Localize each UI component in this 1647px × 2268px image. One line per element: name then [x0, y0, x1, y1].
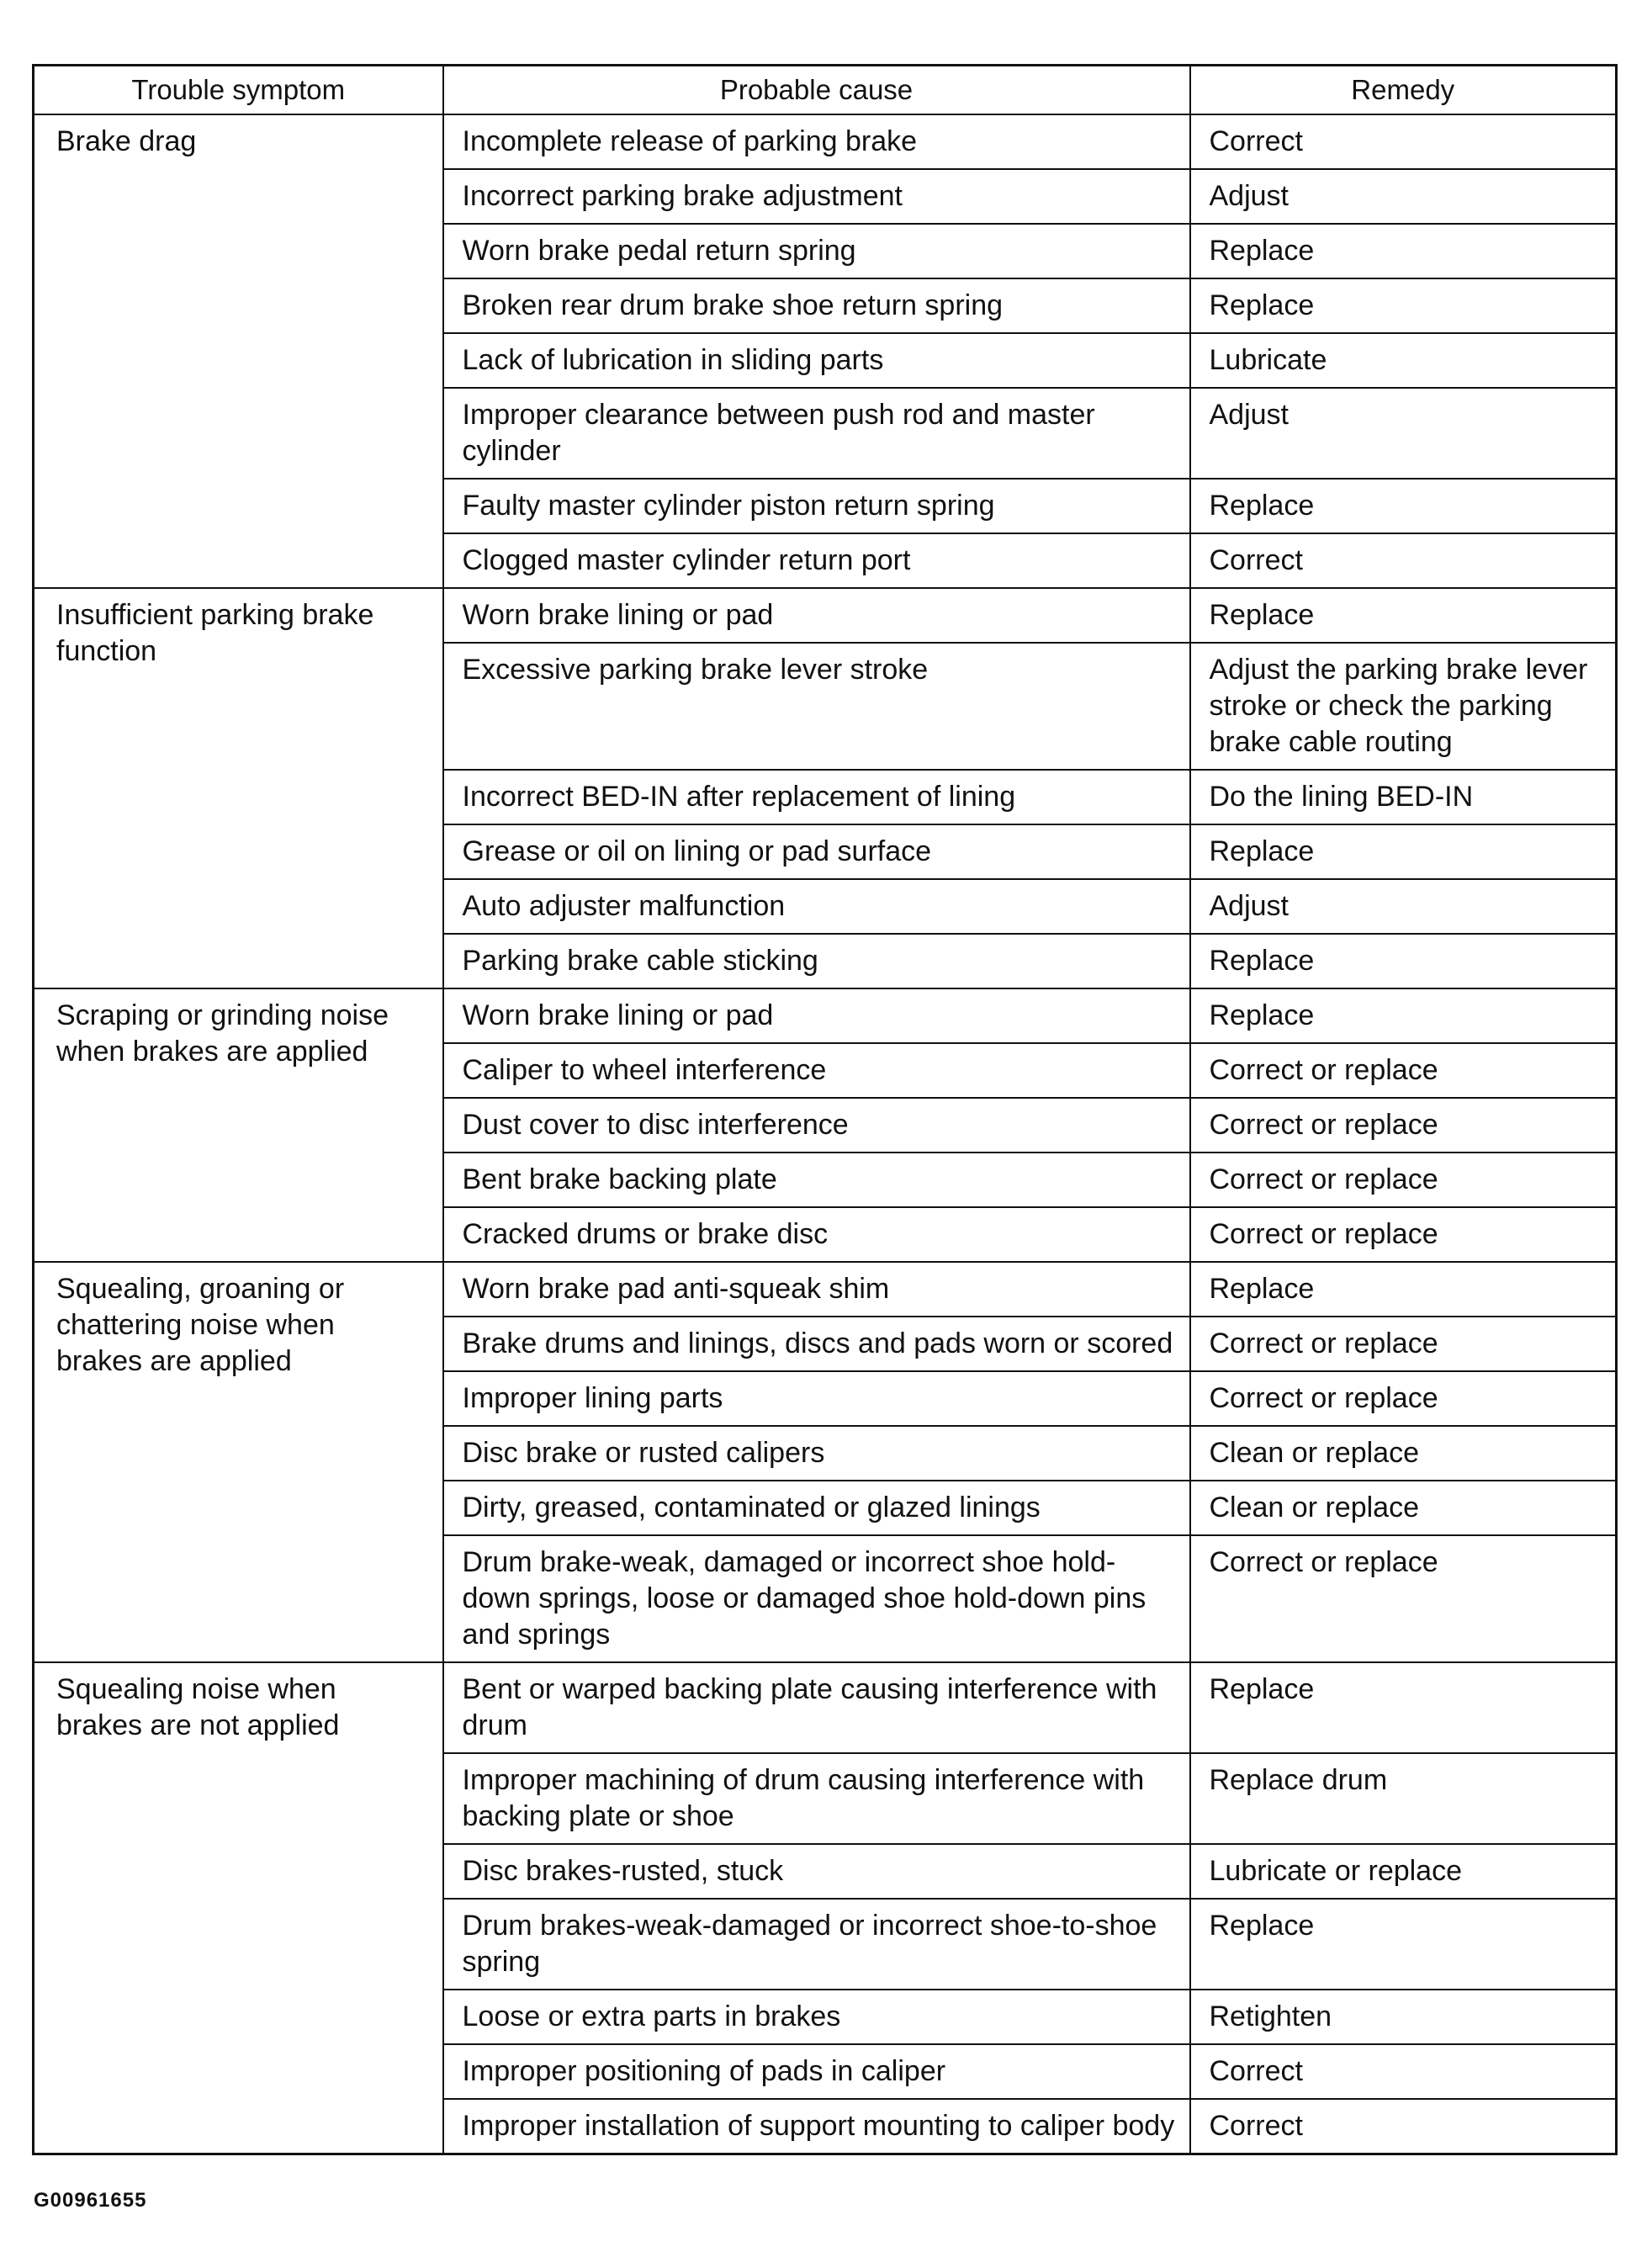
remedy-cell: Correct or replace [1190, 1371, 1617, 1426]
header-trouble-symptom: Trouble symptom [34, 66, 443, 115]
probable-cause-cell: Improper positioning of pads in caliper [443, 2044, 1190, 2099]
probable-cause-cell: Parking brake cable sticking [443, 934, 1190, 988]
header-probable-cause: Probable cause [443, 66, 1190, 115]
probable-cause-cell: Grease or oil on lining or pad surface [443, 824, 1190, 879]
probable-cause-cell: Drum brakes-weak-damaged or incorrect shoe-to-shoe spring [443, 1899, 1190, 1990]
trouble-symptom-cell: Scraping or grinding noise when brakes are applied [34, 988, 443, 1262]
remedy-cell: Replace [1190, 1262, 1617, 1317]
probable-cause-cell: Worn brake pedal return spring [443, 224, 1190, 278]
probable-cause-cell: Worn brake pad anti-squeak shim [443, 1262, 1190, 1317]
remedy-cell: Replace [1190, 988, 1617, 1043]
remedy-cell: Lubricate [1190, 333, 1617, 388]
probable-cause-cell: Bent or warped backing plate causing interference with drum [443, 1662, 1190, 1753]
probable-cause-cell: Incomplete release of parking brake [443, 114, 1190, 169]
remedy-cell: Correct [1190, 533, 1617, 588]
remedy-cell: Do the lining BED-IN [1190, 770, 1617, 824]
table-row [34, 1662, 1617, 1753]
remedy-cell: Correct [1190, 2099, 1617, 2154]
remedy-cell: Retighten [1190, 1990, 1617, 2044]
remedy-cell: Replace [1190, 1662, 1617, 1753]
remedy-cell: Correct or replace [1190, 1043, 1617, 1098]
probable-cause-cell: Drum brake-weak, damaged or incorrect shoe hold-down springs, loose or damaged shoe hold-down pins and springs [443, 1535, 1190, 1662]
probable-cause-cell: Clogged master cylinder return port [443, 533, 1190, 588]
remedy-cell: Replace [1190, 824, 1617, 879]
probable-cause-cell: Disc brake or rusted calipers [443, 1426, 1190, 1481]
probable-cause-cell: Incorrect BED-IN after replacement of lining [443, 770, 1190, 824]
remedy-cell: Clean or replace [1190, 1426, 1617, 1481]
table-body [34, 114, 1617, 2154]
probable-cause-cell: Faulty master cylinder piston return spring [443, 479, 1190, 533]
probable-cause-cell: Auto adjuster malfunction [443, 879, 1190, 934]
remedy-cell: Adjust [1190, 388, 1617, 479]
troubleshooting-table [32, 64, 1618, 2155]
header-remedy: Remedy [1190, 66, 1617, 115]
table-row [34, 114, 1617, 169]
remedy-cell: Replace [1190, 224, 1617, 278]
table-header [34, 66, 1617, 115]
probable-cause-cell: Bent brake backing plate [443, 1153, 1190, 1207]
remedy-cell: Clean or replace [1190, 1481, 1617, 1535]
probable-cause-cell: Improper installation of support mounting to caliper body [443, 2099, 1190, 2154]
remedy-cell: Correct [1190, 114, 1617, 169]
probable-cause-cell: Improper lining parts [443, 1371, 1190, 1426]
troubleshooting-document [32, 64, 1615, 2155]
remedy-cell: Adjust [1190, 169, 1617, 224]
probable-cause-cell: Improper machining of drum causing interference with backing plate or shoe [443, 1753, 1190, 1844]
trouble-symptom-cell: Insufficient parking brake function [34, 588, 443, 988]
remedy-cell: Replace [1190, 1899, 1617, 1990]
probable-cause-cell: Improper clearance between push rod and master cylinder [443, 388, 1190, 479]
probable-cause-cell: Loose or extra parts in brakes [443, 1990, 1190, 2044]
probable-cause-cell: Worn brake lining or pad [443, 988, 1190, 1043]
remedy-cell: Replace [1190, 278, 1617, 333]
remedy-cell: Replace [1190, 934, 1617, 988]
probable-cause-cell: Cracked drums or brake disc [443, 1207, 1190, 1262]
remedy-cell: Correct or replace [1190, 1207, 1617, 1262]
probable-cause-cell: Dust cover to disc interference [443, 1098, 1190, 1153]
probable-cause-cell: Lack of lubrication in sliding parts [443, 333, 1190, 388]
remedy-cell: Lubricate or replace [1190, 1844, 1617, 1899]
remedy-cell: Correct or replace [1190, 1098, 1617, 1153]
probable-cause-cell: Excessive parking brake lever stroke [443, 643, 1190, 770]
table-row [34, 588, 1617, 643]
trouble-symptom-cell: Squealing noise when brakes are not applied [34, 1662, 443, 2154]
probable-cause-cell: Incorrect parking brake adjustment [443, 169, 1190, 224]
probable-cause-cell: Dirty, greased, contaminated or glazed linings [443, 1481, 1190, 1535]
remedy-cell: Replace [1190, 479, 1617, 533]
remedy-cell: Adjust [1190, 879, 1617, 934]
remedy-cell: Replace drum [1190, 1753, 1617, 1844]
trouble-symptom-cell: Squealing, groaning or chattering noise when brakes are applied [34, 1262, 443, 1662]
probable-cause-cell: Disc brakes-rusted, stuck [443, 1844, 1190, 1899]
probable-cause-cell: Broken rear drum brake shoe return spring [443, 278, 1190, 333]
probable-cause-cell: Brake drums and linings, discs and pads worn or scored [443, 1317, 1190, 1371]
remedy-cell: Replace [1190, 588, 1617, 643]
probable-cause-cell: Worn brake lining or pad [443, 588, 1190, 643]
header-row [34, 66, 1617, 115]
remedy-cell: Correct [1190, 2044, 1617, 2099]
remedy-cell: Correct or replace [1190, 1535, 1617, 1662]
trouble-symptom-cell: Brake drag [34, 114, 443, 588]
table-row [34, 988, 1617, 1043]
table-row [34, 1262, 1617, 1317]
remedy-cell: Correct or replace [1190, 1153, 1617, 1207]
remedy-cell: Adjust the parking brake lever stroke or check the parking brake cable routing [1190, 643, 1617, 770]
figure-id: G00961655 [34, 2189, 147, 2212]
remedy-cell: Correct or replace [1190, 1317, 1617, 1371]
probable-cause-cell: Caliper to wheel interference [443, 1043, 1190, 1098]
